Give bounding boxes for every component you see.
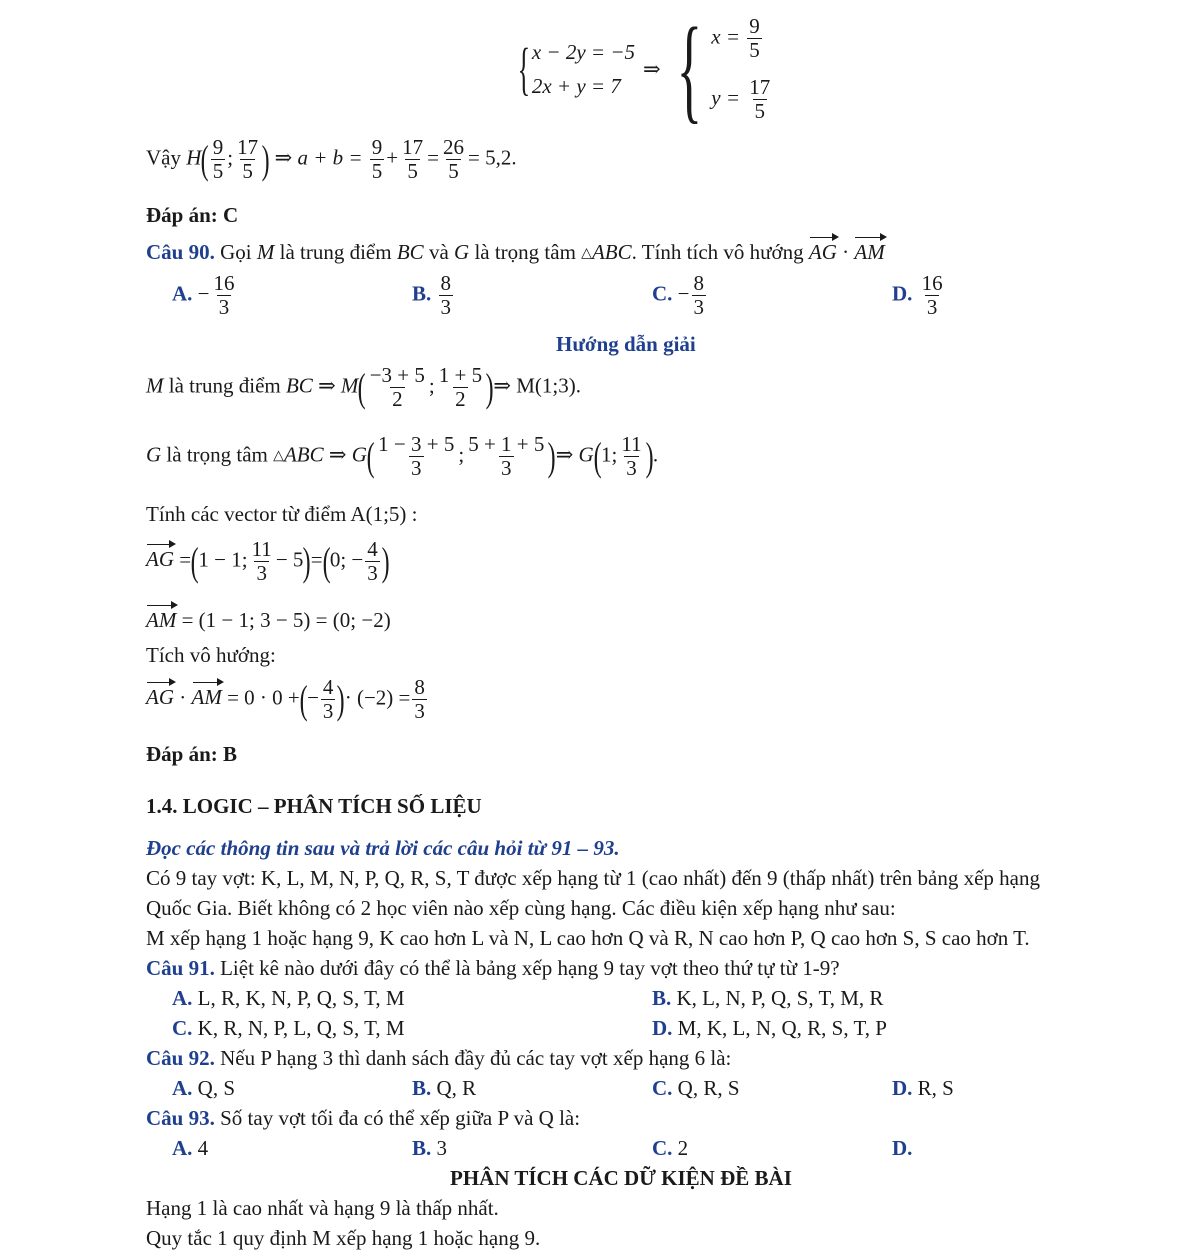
q91-option-d[interactable]: D. M, K, L, N, Q, R, S, T, P xyxy=(652,1016,887,1040)
right-brace: { xyxy=(676,3,702,134)
vector-ag: AG =(1 − 1; $\frac{11}{3}$ − 5)=(0; − $\frac{4}{3}$ ) xyxy=(146,537,390,586)
question-90: Câu 90. Gọi M là trung điểm BC và G là trọng tâm △ABC. Tính tích vô hướng AG · AM xyxy=(146,240,885,264)
q90-option-c[interactable]: C. − $\frac{8}{3}$ xyxy=(652,271,705,320)
solution-centroid: G là trọng tâm △ABC ⇒ G( $\frac{1 - 3 + 5}{3}$ ; $\frac{5 + 1 + 5}{3}$ )⇒ G(1; $\frac{11}{3}$ ). xyxy=(146,432,659,481)
question-91: Câu 91. Liệt kê nào dưới đây có thể là bảng xếp hạng 9 tay vợt theo thứ tự từ 1-9? xyxy=(146,956,840,980)
reading-intro: Đọc các thông tin sau và trả lời các câu hỏi từ 91 – 93. xyxy=(146,836,620,860)
dot-product-title: Tích vô hướng: xyxy=(146,643,276,667)
question-90-label: Câu 90. xyxy=(146,240,215,264)
question-92: Câu 92. Nếu P hạng 3 thì danh sách đầy đủ các tay vợt xếp hạng 6 là: xyxy=(146,1046,732,1070)
analysis-title: PHÂN TÍCH CÁC DỮ KIỆN ĐỀ BÀI xyxy=(450,1166,792,1190)
q93-option-b[interactable]: B. 3 xyxy=(412,1136,448,1160)
q92-option-d[interactable]: D. R, S xyxy=(892,1076,954,1100)
vector-intro: Tính các vector từ điểm A(1;5) : xyxy=(146,502,418,526)
left-brace: { xyxy=(517,36,531,101)
q92-option-a[interactable]: A. Q, S xyxy=(172,1076,236,1100)
solution-midpoint: M là trung điểm BC ⇒ M( $\frac{-3 + 5}{2}$ ; $\frac{1 + 5}{2}$ )⇒ M(1;3). xyxy=(146,363,581,412)
conclusion-line: Vậy H( $\frac{9}{5}$ ; $\frac{17}{5}$ ) ⇒ a + b = $\frac{9}{5}$ + $\frac{17}{5}$ = $\frac{26}{5}$ = 5,2. xyxy=(146,135,517,184)
q90-option-a[interactable]: A. − $\frac{16}{3}$ xyxy=(172,271,235,320)
equation-system xyxy=(510,3,774,134)
implies-arrow: ⇒ xyxy=(643,56,661,81)
guide-title: Hướng dẫn giải xyxy=(556,332,696,356)
q91-option-a[interactable]: A. L, R, K, N, P, Q, S, T, M xyxy=(172,986,405,1010)
answer-b: Đáp án: B xyxy=(146,742,238,766)
q93-option-a[interactable]: A. 4 xyxy=(172,1136,209,1160)
q91-option-c[interactable]: C. K, R, N, P, L, Q, S, T, M xyxy=(172,1016,405,1040)
q93-option-d[interactable]: D. xyxy=(892,1136,913,1160)
q92-option-c[interactable]: C. Q, R, S xyxy=(652,1076,740,1100)
equation-1: x − 2y = −5 xyxy=(531,39,635,64)
q93-option-c[interactable]: C. 2 xyxy=(652,1136,689,1160)
analysis-line-2: Quy tắc 1 quy định M xếp hạng 1 hoặc hạng 9. xyxy=(146,1226,541,1250)
dot-product-expr: AG · AM = 0 · 0 +(− $\frac{4}{3}$ )· (−2) = $\frac{8}{3}$ xyxy=(146,675,425,724)
answer-c: Đáp án: C xyxy=(146,203,239,227)
paragraph-line-1: Có 9 tay vợt: K, L, M, N, P, Q, R, S, T được xếp hạng từ 1 (cao nhất) đến 9 (thấp nhất) trên bảng xếp hạng xyxy=(146,866,1040,890)
solution-x: x = $\frac{9}{5}$ xyxy=(711,13,760,62)
analysis-line-1: Hạng 1 là cao nhất và hạng 9 là thấp nhất. xyxy=(146,1196,499,1220)
solution-y: y = $\frac{17}{5}$ xyxy=(711,75,771,124)
q90-option-d[interactable]: D. $\frac{16}{3}$ xyxy=(892,271,943,320)
equation-2: 2x + y = 7 xyxy=(531,74,621,98)
q92-option-b[interactable]: B. Q, R xyxy=(412,1076,477,1100)
paragraph-line-2: Quốc Gia. Biết không có 2 học viên nào xếp cùng hạng. Các điều kiện xếp hạng như sau: xyxy=(146,896,896,920)
q90-option-b[interactable]: B. $\frac{8}{3}$ xyxy=(412,271,452,320)
section-heading: 1.4. LOGIC – PHÂN TÍCH SỐ LIỆU xyxy=(146,794,482,818)
vector-am: AM = (1 − 1; 3 − 5) = (0; −2) xyxy=(146,608,391,632)
paragraph-line-3: M xếp hạng 1 hoặc hạng 9, K cao hơn L và N, L cao hơn Q và R, N cao hơn P, Q cao hơn S, S cao hơn T. xyxy=(146,926,1030,950)
question-93: Câu 93. Số tay vợt tối đa có thể xếp giữa P và Q là: xyxy=(146,1106,581,1130)
q91-option-b[interactable]: B. K, L, N, P, Q, S, T, M, R xyxy=(652,986,884,1010)
